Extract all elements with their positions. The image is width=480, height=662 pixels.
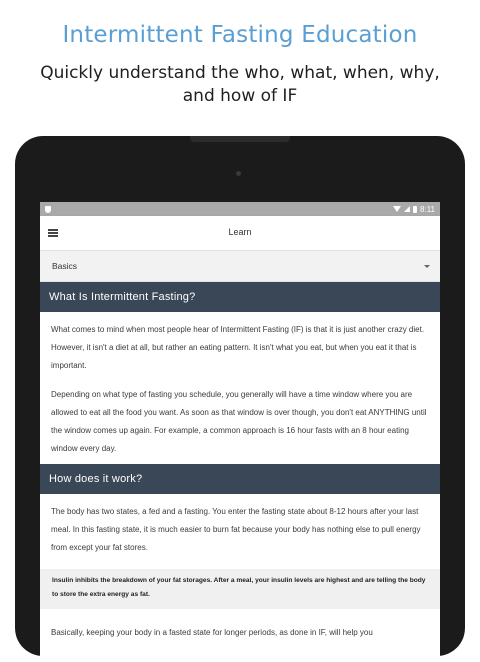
- paragraph: Basically, keeping your body in a fasted state for longer periods, as done in IF, will help you: [51, 628, 373, 637]
- wifi-icon: [393, 206, 401, 212]
- callout-box: Insulin inhibits the breakdown of your fat storages. After a meal, your insulin levels are highest and are telling the body to store the extra energy as fat.: [40, 569, 440, 609]
- toolbar-title: Learn: [228, 227, 252, 237]
- paragraph: The body has two states, a fed and a fasting. You enter the fasting state about 8-12 hours after your last meal. In this fasting state, it is much easier to burn fat because your body has nothing else to pull energy from except your fat stores.: [51, 507, 421, 552]
- signal-icon: [404, 206, 410, 212]
- camera-icon: [236, 171, 241, 176]
- tablet-device-frame: [15, 136, 465, 656]
- topic-dropdown[interactable]: [40, 251, 440, 282]
- dropdown-selected-value: Basics: [52, 261, 78, 271]
- app-screen: [40, 202, 440, 662]
- status-bar: [40, 202, 440, 216]
- shield-icon: [45, 206, 51, 213]
- promo-title: Intermittent Fasting Education: [62, 22, 418, 48]
- paragraph: Depending on what type of fasting you schedule, you generally will have a time window where you are allowed to eat all the food you want. As soon as that window is over though, you don't eat ANYTHING until the window comes up again. For example, a common approach is 16 hour fasts with an 8 hour eating window every day.: [51, 390, 427, 453]
- promo-subtitle: Quickly understand the who, what, when, why, and how of IF: [40, 63, 440, 106]
- battery-icon: [413, 206, 417, 213]
- status-icons: [393, 205, 435, 214]
- app-toolbar: [40, 216, 440, 250]
- device-notch: [190, 136, 290, 142]
- section-header: How does it work?: [40, 464, 440, 494]
- section-header: What Is Intermittent Fasting?: [40, 282, 440, 312]
- status-time: 8:11: [420, 204, 435, 214]
- caret-down-icon: [424, 265, 430, 268]
- paragraph: What comes to mind when most people hear of Intermittent Fasting (IF) is that it is just another crazy diet. However, it isn't a diet at all, but rather an eating pattern. It isn't what you eat, but when you eat it that is important.: [51, 325, 425, 370]
- article-content: [40, 282, 440, 648]
